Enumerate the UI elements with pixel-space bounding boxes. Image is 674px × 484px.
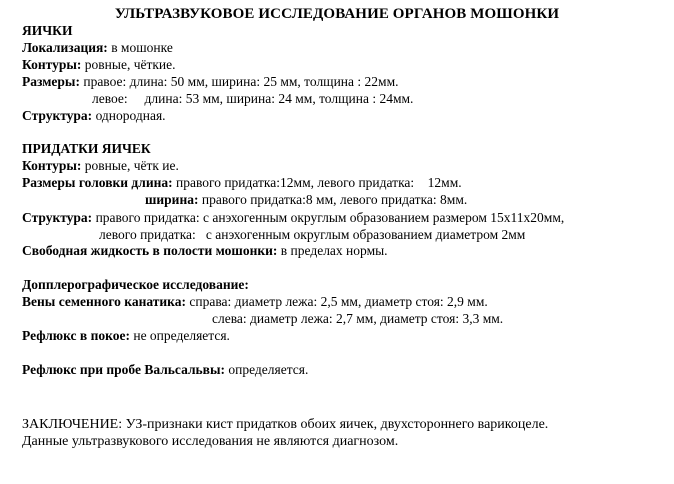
- epididymis-structure: [22, 209, 564, 226]
- spermatic-veins-left: слева: диаметр лежа: 2,7 мм, диаметр стоя: 3,3 мм.: [212, 311, 504, 326]
- contours-value: ровные, чёткие.: [81, 57, 176, 72]
- doppler-heading: Допплерографическое исследование:: [22, 277, 249, 292]
- epididymis-contours-label: Контуры:: [22, 158, 82, 173]
- veins-right: справа: диаметр лежа: 2,5 мм, диаметр стоя: 2,9 мм.: [185, 294, 488, 309]
- testes-sizes-left: левое: длина: 53 мм, ширина: 24 мм, толщина : 24мм.: [92, 91, 414, 106]
- epididymis-contours-value: ровные, чётк ие.: [81, 158, 179, 173]
- free-fluid-label: Свободная жидкость в полости мошонки:: [22, 243, 278, 258]
- localization-value: в мошонке: [107, 40, 173, 55]
- conclusion: [22, 416, 548, 433]
- testes-contours: [22, 56, 176, 73]
- veins-label: Вены семенного канатика:: [22, 294, 186, 309]
- reflux-valsalva-label: Рефлюкс при пробе Вальсальвы:: [22, 362, 225, 377]
- epididymis-head-width: [145, 191, 467, 208]
- reflux-rest-value: не определяется.: [129, 328, 230, 343]
- head-width-value: правого придатка:8 мм, левого придатка: 8мм.: [198, 192, 468, 207]
- sizes-right: правое: длина: 50 мм, ширина: 25 мм, толщина : 22мм.: [79, 74, 399, 89]
- testes-heading: ЯИЧКИ: [22, 23, 73, 38]
- localization-label: Локализация:: [22, 40, 108, 55]
- spermatic-veins: [22, 293, 488, 310]
- structure-value: однородная.: [92, 108, 166, 123]
- testes-structure: [22, 107, 166, 124]
- reflux-rest-label: Рефлюкс в покое:: [22, 328, 130, 343]
- page-title: УЛЬТРАЗВУКОВОЕ ИССЛЕДОВАНИЕ ОРГАНОВ МОШОНКИ: [114, 6, 560, 22]
- free-fluid: [22, 242, 388, 259]
- contours-label: Контуры:: [22, 57, 82, 72]
- free-fluid-value: в пределах нормы.: [277, 243, 388, 258]
- conclusion-label: ЗАКЛЮЧЕНИЕ: [22, 417, 119, 432]
- head-width-label: ширина:: [145, 192, 199, 207]
- epididymis-heading: ПРИДАТКИ ЯИЧЕК: [22, 141, 151, 156]
- epididymis-contours: [22, 157, 179, 174]
- testes-sizes: [22, 73, 398, 90]
- head-length-value: правого придатка:12мм, левого придатка: 12мм.: [172, 175, 462, 190]
- sizes-label: Размеры:: [22, 74, 80, 89]
- head-length-label: Размеры головки длина:: [22, 175, 173, 190]
- structure-label: Структура:: [22, 108, 93, 123]
- reflux-valsalva-value: определяется.: [225, 362, 309, 377]
- disclaimer: Данные ультразвукового исследования не являются диагнозом.: [22, 434, 399, 449]
- epididymis-structure-right: правого придатка: с анэхогенным округлым образованием размером 15х11х20мм,: [92, 210, 565, 225]
- conclusion-text: : УЗ-признаки кист придатков обоих яичек, двухстороннего варикоцеле.: [118, 417, 549, 432]
- epididymis-head-length: [22, 174, 462, 191]
- testes-localization: [22, 39, 173, 56]
- epididymis-structure-left: левого придатка: с анэхогенным округлым образованием диаметром 2мм: [99, 227, 526, 242]
- reflux-valsalva: [22, 361, 308, 378]
- epididymis-structure-label: Структура:: [22, 210, 93, 225]
- reflux-rest: [22, 327, 230, 344]
